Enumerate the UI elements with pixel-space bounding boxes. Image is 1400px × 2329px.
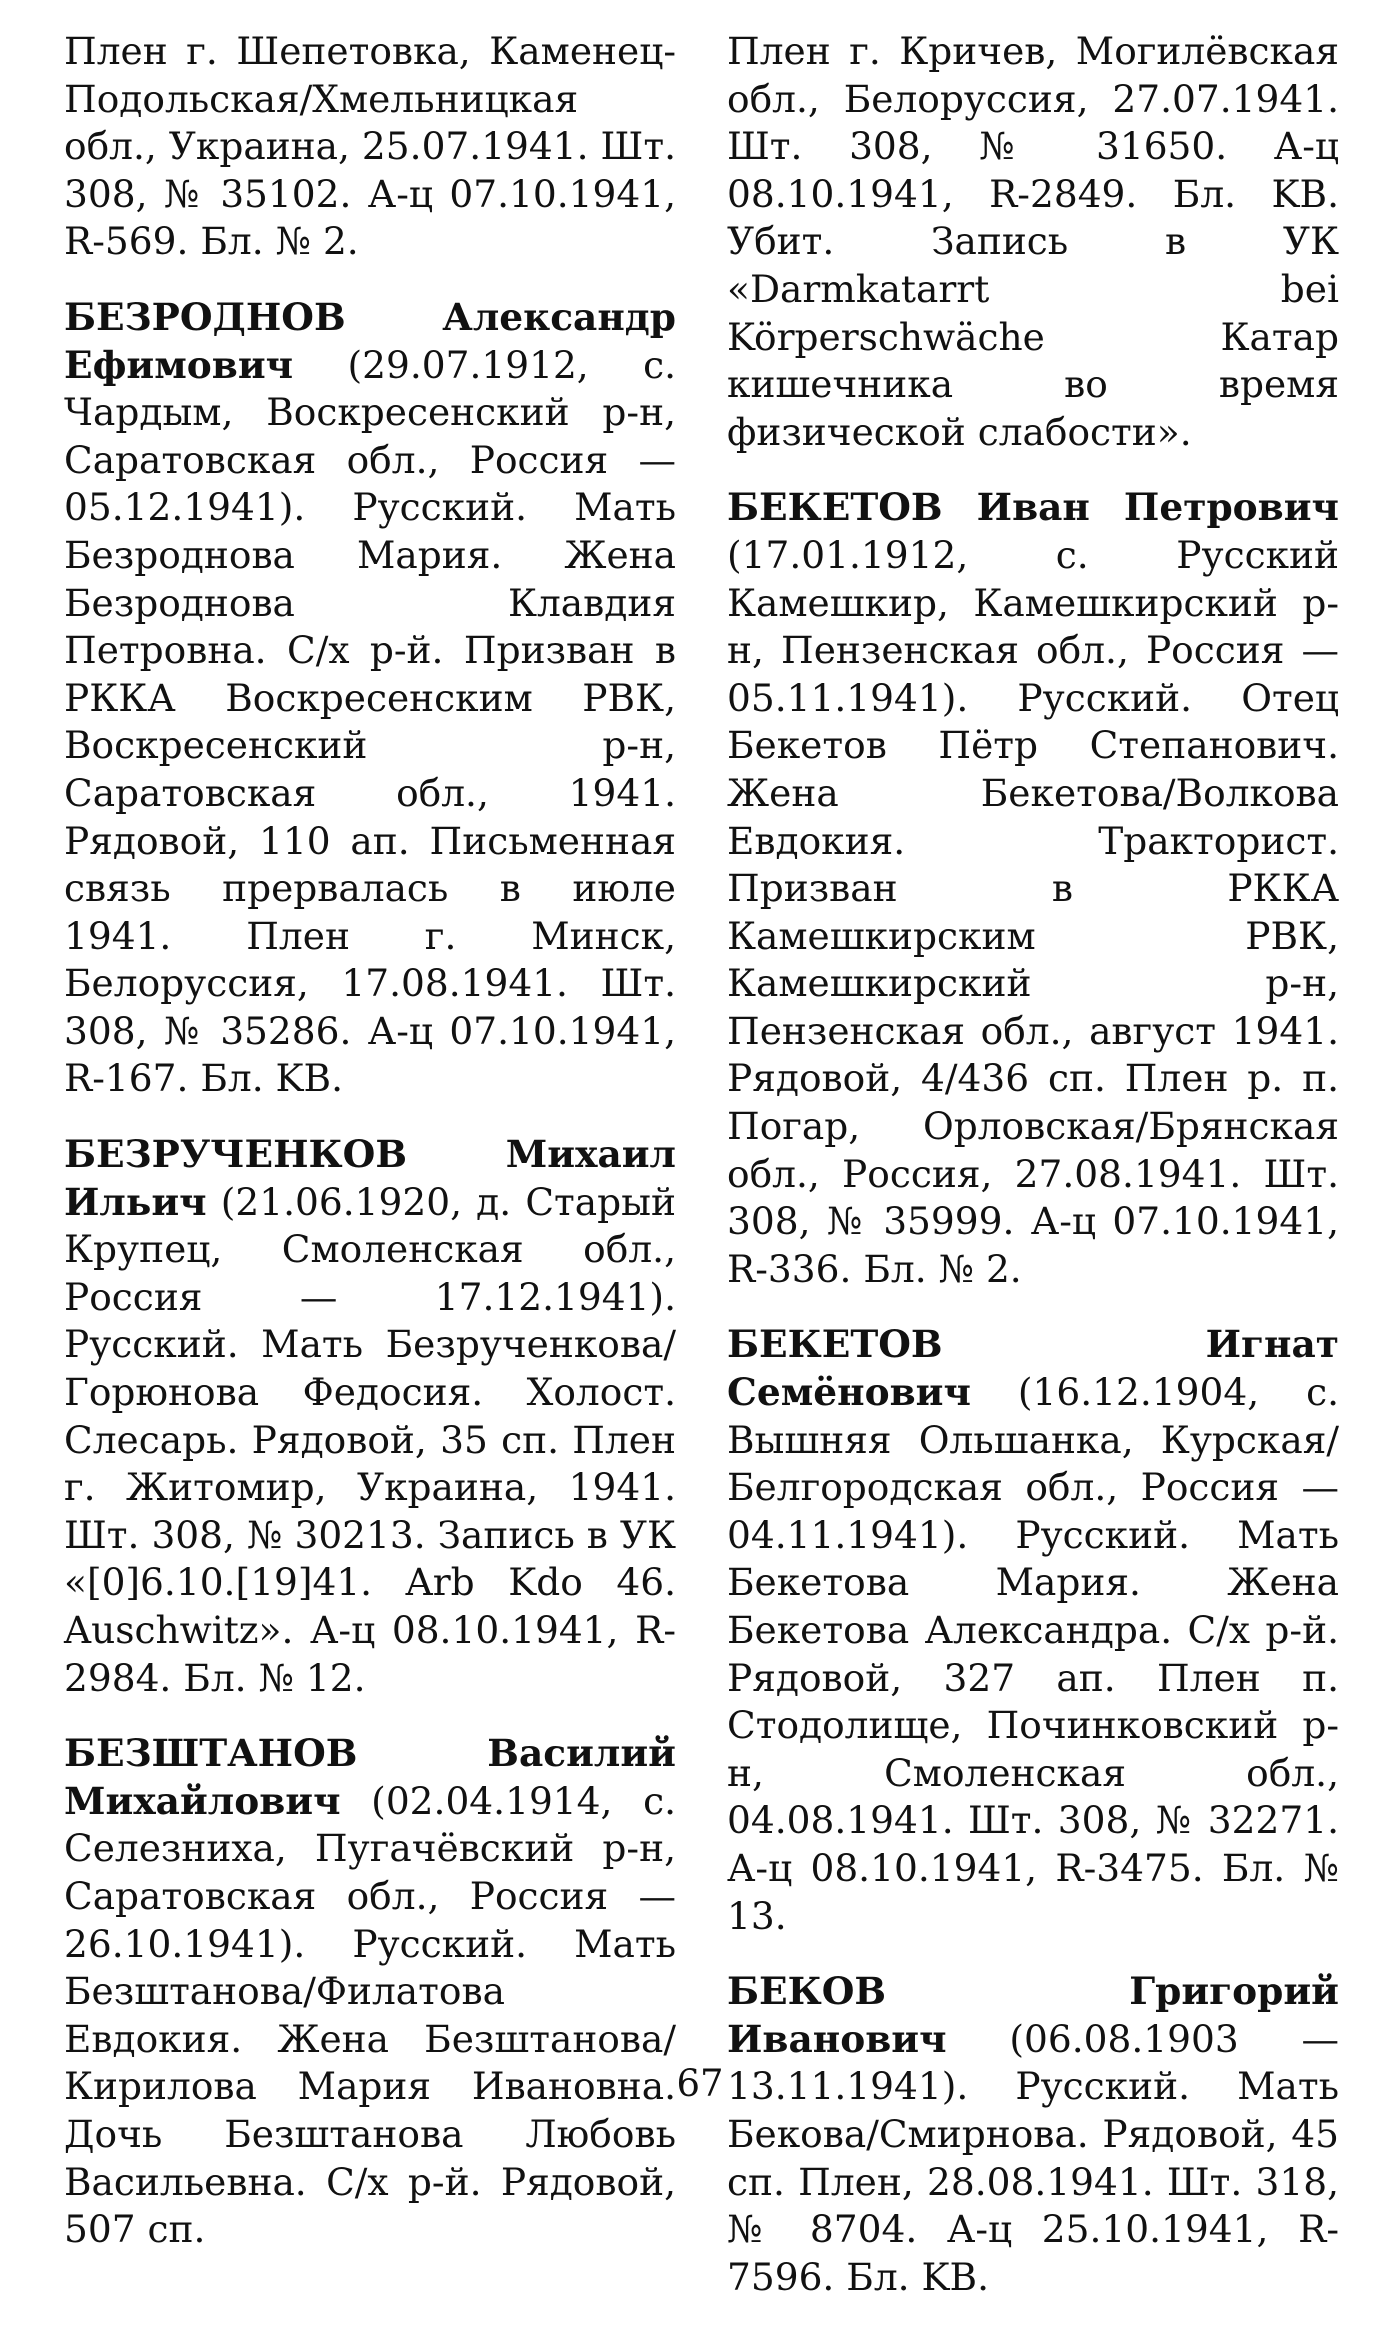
entry-bekov [727, 1968, 1339, 2301]
entry-name: БЕКОВ Григорий Иванович [727, 1969, 1339, 2061]
entry-text: (29.07.1912, с. Чардым, Воскресенский р-н, Саратовская обл., Россия — 05.12.1941). Русский. Мать Безроднова Мария. Жена Безроднова Клавдия Петровна. С/х р-й. Призван в РККА Воскресенским РВК, Воскресенский р-н, Саратовская обл., 1941. Рядовой, 110 ап. Письменная связь прервалась в июле 1941. Плен г. Минск, Белоруссия, 17.08.1941. Шт. 308, № 35286. А-ц 07.10.1941, R-167. Бл. KB. [64, 342, 676, 1101]
entry-bezrodnov [64, 294, 676, 1103]
entry-text: (02.04.1914, с. Селезниха, Пугачёвский р-н, Саратовская обл., Россия — 26.10.1941). Русский. Мать Безштанова/Филатова Евдокия. Жена Безштанова/Кирилова Мария Ивановна. Дочь Безштанова Любовь Васильевна. С/х р-й. Рядовой, 507 сп. [64, 1778, 676, 2252]
entry-text: (16.12.1904, с. Вышняя Ольшанка, Курская/Белгородская обл., Россия — 04.11.1941). Русский. Мать Бекетова Мария. Жена Бекетова Александра. С/х р-й. Рядовой, 327 ап. Плен п. Стодолище, Починковский р-н, Смоленская обл., 04.08.1941. Шт. 308, № 32271. А-ц 08.10.1941, R-3475. Бл. № 13. [727, 1370, 1339, 1938]
entry-name: БЕЗРОДНОВ Александр Ефимович [64, 294, 676, 387]
entry-name: БЕЗРУЧЕНКОВ Михаил Ильич [64, 1132, 676, 1224]
entry-bezshtanov [64, 1730, 676, 2254]
entry-text: (21.06.1920, д. Старый Крупец, Смоленская обл., Россия — 17.12.1941). Русский. Мать Безрученкова/Горюнова Федосия. Холост. Слесарь. Рядовой, 35 сп. Плен г. Житомир, Украина, 1941. Шт. 308, № 30213. Запись в УК «[0]6.10.[19]41. Arb Kdo 46. Auschwitz». А-ц 08.10.1941, R-2984. Бл. № 12. [64, 1179, 676, 1700]
right-column [727, 28, 1339, 2329]
entry-name: БЕКЕТОВ Игнат Семёнович [727, 1322, 1339, 1415]
continued-entry-text: Плен г. Шепетовка, Каменец-Подольская/Хмельницкая обл., Украина, 25.07.1941. Шт. 308, № 35102. А-ц 07.10.1941, R-569. Бл. № 2. [64, 29, 676, 264]
entry-text: (17.01.1912, с. Русский Камешкир, Камешкирский р-н, Пензенская обл., Россия — 05.11.1941). Русский. Отец Бекетов Пётр Степанович. Жена Бекетова/Волкова Евдокия. Тракторист. Призван в РККА Камешкирским РВК, Камешкирский р-н, Пензенская обл., август 1941. Рядовой, 4/436 сп. Плен р. п. Погар, Орловская/Брянская обл., Россия, 27.08.1941. Шт. 308, № 35999. А-ц 07.10.1941, R-336. Бл. № 2. [727, 532, 1339, 1291]
entry-text: (06.08.1903 — 13.11.1941). Русский. Мать Бекова/Смирнова. Рядовой, 45 сп. Плен, 28.08.1941. Шт. 318, № 8704. А-ц 25.10.1941, R-7596. Бл. KB. [727, 2016, 1339, 2299]
entry-name: БЕЗШТАНОВ Василий Михайлович [64, 1731, 676, 1823]
entry-beketov-ignat [727, 1321, 1339, 1940]
left-column [64, 28, 676, 2282]
entry-beketov-ivan [727, 484, 1339, 1293]
page-number: 67 [676, 2062, 724, 2105]
entry-name: БЕКЕТОВ Иван Петрович [727, 485, 1339, 530]
entry-bezruchenkov [64, 1131, 676, 1702]
continued-entry-text: Плен г. Кричев, Могилёвская обл., Белоруссия, 27.07.1941. Шт. 308, № 31650. А-ц 08.10.1941, R-2849. Бл. KB. Убит. Запись в УК «Darmkatarrt bei Körperschwäche Катар кишечника во время физической слабости». [727, 29, 1339, 454]
